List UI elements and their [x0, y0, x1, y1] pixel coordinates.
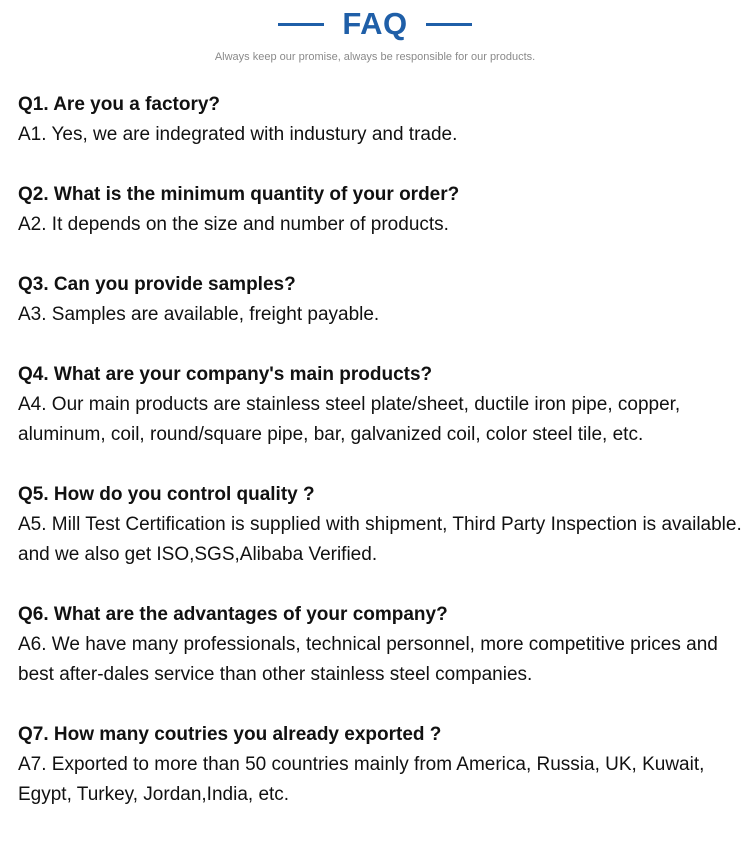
faq-answer: A6. We have many professionals, technical personnel, more competitive prices and best after-dales service than other stainless steel companies. [18, 634, 718, 685]
faq-answer: A5. Mill Test Certification is supplied with shipment, Third Party Inspection is available. and we also get ISO,SGS,Alibaba Verified. [18, 514, 742, 565]
faq-spacer [18, 240, 746, 270]
title-left-rule [278, 23, 324, 26]
faq-item-2 [18, 180, 746, 240]
faq-question: Q2. What is the minimum quantity of your order? [18, 184, 460, 205]
title-right-rule [426, 23, 472, 26]
faq-answer: A4. Our main products are stainless steel plate/sheet, ductile iron pipe, copper, aluminum, coil, round/square pipe, bar, galvanized coil, color steel tile, etc. [18, 394, 681, 445]
faq-spacer [18, 450, 746, 480]
faq-question: Q1. Are you a factory? [18, 94, 221, 115]
faq-item-5 [18, 480, 746, 570]
faq-list [18, 90, 746, 810]
faq-question: Q7. How many coutries you already exported ? [18, 724, 442, 745]
faq-spacer [18, 570, 746, 600]
faq-question: Q5. How do you control quality ? [18, 484, 315, 505]
faq-item-3 [18, 270, 746, 330]
faq-question: Q4. What are your company's main products? [18, 364, 433, 385]
title-row [0, 4, 750, 44]
faq-item-7 [18, 720, 746, 810]
faq-item-6 [18, 600, 746, 690]
faq-question: Q3. Can you provide samples? [18, 274, 296, 295]
faq-spacer [18, 150, 746, 180]
faq-answer: A1. Yes, we are indegrated with industury and trade. [18, 124, 458, 145]
faq-question: Q6. What are the advantages of your company? [18, 604, 448, 625]
faq-answer: A2. It depends on the size and number of products. [18, 214, 449, 235]
faq-item-1 [18, 90, 746, 150]
page-title: FAQ [342, 6, 408, 41]
page-subtitle: Always keep our promise, always be responsible for our products. [214, 51, 536, 63]
faq-spacer [18, 330, 746, 360]
faq-answer: A7. Exported to more than 50 countries mainly from America, Russia, UK, Kuwait, Egypt, Turkey, Jordan,India, etc. [18, 754, 705, 805]
faq-spacer [18, 690, 746, 720]
faq-item-4 [18, 360, 746, 450]
faq-header [0, 0, 750, 70]
faq-answer: A3. Samples are available, freight payable. [18, 304, 380, 325]
